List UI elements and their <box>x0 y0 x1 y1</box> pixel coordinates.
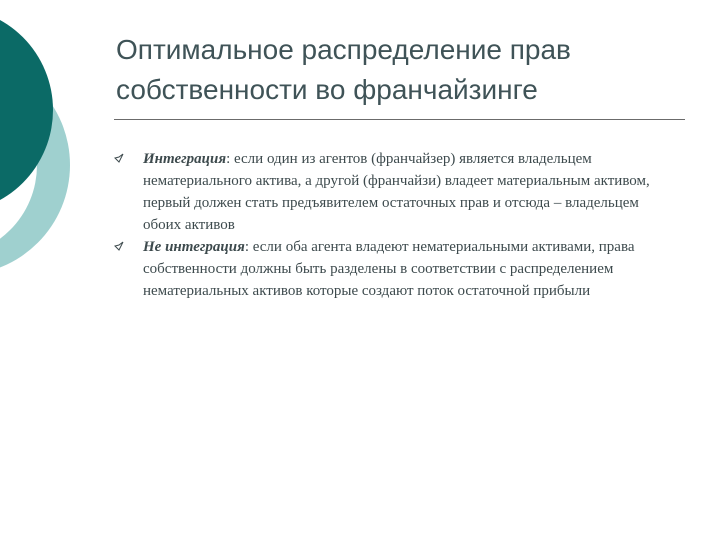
checkmark-diamond-icon <box>114 241 124 251</box>
bullet-item-integration <box>110 148 670 236</box>
bullet-term: Не интеграция <box>143 239 245 255</box>
bullet-term: Интеграция <box>143 151 227 167</box>
checkmark-diamond-icon <box>114 153 124 163</box>
bullet-item-non-integration <box>110 236 670 302</box>
bullet-list <box>110 148 670 302</box>
bullet-text: : если оба агента владеют нематериальными активами, права собственности должны быть разделены в соответствии с распределением нематериальных активов которые создают поток остаточной прибыли <box>143 239 635 299</box>
title-line-2: собственности во франчайзинге <box>116 74 538 105</box>
title-divider <box>114 119 685 120</box>
title-line-1: Оптимальное распределение прав <box>116 34 571 65</box>
slide-title <box>116 30 696 110</box>
bullet-text: : если один из агентов (франчайзер) является владельцем нематериального актива, а другой (франчайзи) владеет материальным активом, первый должен стать предъявителем остаточных прав и отсюда – владельцем обоих активов <box>143 151 650 233</box>
decorative-circles <box>0 0 120 300</box>
